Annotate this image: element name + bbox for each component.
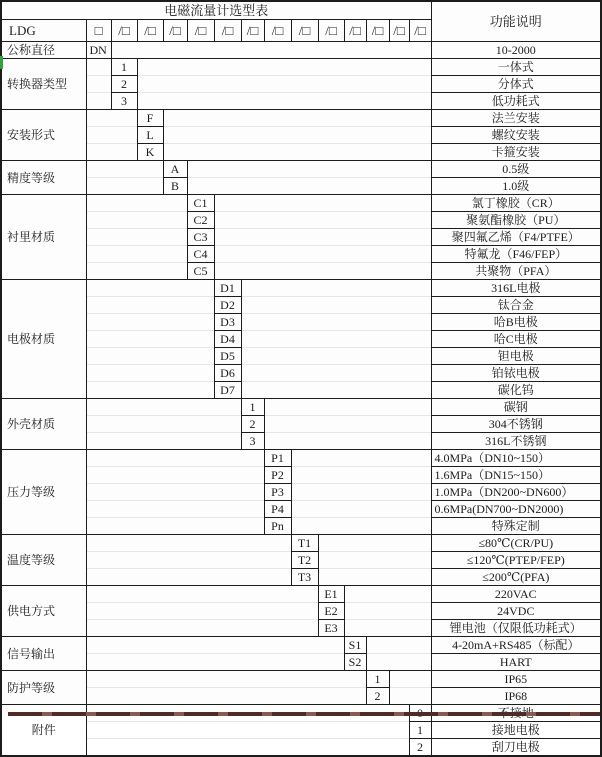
spacer-cell [163, 127, 431, 144]
desc-cell: HART [431, 654, 601, 671]
code-cell: C1 [187, 195, 214, 212]
spacer-cell [241, 348, 431, 365]
spacer-cell [86, 603, 318, 620]
code-cell: 2 [366, 688, 389, 705]
code-cell: 1 [366, 671, 389, 688]
table-title: 电磁流量计选型表 [1, 1, 431, 20]
spacer-cell [86, 399, 241, 416]
spacer-cell [389, 688, 431, 705]
code-cell: D5 [214, 348, 241, 365]
desc-cell: IP65 [431, 671, 601, 688]
spacer-cell [291, 501, 431, 518]
spacer-cell [86, 314, 214, 331]
code-cell: T3 [291, 569, 318, 586]
spacer-cell [214, 246, 431, 263]
spacer-cell [86, 178, 163, 195]
desc-cell: 碳化钨 [431, 382, 601, 399]
desc-cell: 钽电极 [431, 348, 601, 365]
code-cell: 1 [241, 399, 264, 416]
code-cell: T1 [291, 535, 318, 552]
code-cell: F [137, 110, 163, 127]
desc-cell: ≤80℃(CR/PU) [431, 535, 601, 552]
desc-cell: 聚氨酯橡胶（PU） [431, 212, 601, 229]
desc-cell: 1.6MPa（DN15~150） [431, 467, 601, 484]
spacer-cell [86, 59, 111, 76]
code-cell: S1 [344, 637, 366, 654]
model-slot-cell: /□ [187, 20, 214, 42]
spacer-cell [86, 569, 291, 586]
spacer-cell [86, 552, 291, 569]
desc-cell: 锂电池（仅限低功耗式） [431, 620, 601, 637]
spacer-cell [86, 297, 214, 314]
desc-cell: 刮刀电极 [431, 739, 601, 757]
code-cell: A [163, 161, 187, 178]
model-prefix-cell: LDG [1, 20, 86, 42]
category-label: 公称直径 [1, 42, 86, 59]
code-cell: 1 [409, 722, 431, 739]
spacer-cell [241, 280, 431, 297]
spacer-cell [241, 331, 431, 348]
spacer-cell [86, 365, 214, 382]
desc-cell: 法兰安装 [431, 110, 601, 127]
spacer-cell [111, 42, 431, 59]
spacer-cell [86, 586, 318, 603]
desc-cell: 铂铱电极 [431, 365, 601, 382]
spacer-cell [163, 110, 431, 127]
desc-cell: 24VDC [431, 603, 601, 620]
code-cell: E3 [318, 620, 344, 637]
spacer-cell [137, 93, 431, 110]
spacer-cell [86, 76, 111, 93]
spacer-cell [86, 212, 187, 229]
code-cell: C4 [187, 246, 214, 263]
model-slot-cell: /□ [291, 20, 318, 42]
spacer-cell [86, 195, 187, 212]
desc-cell: 哈C电极 [431, 331, 601, 348]
function-column-header: 功能说明 [431, 1, 601, 42]
code-cell: 3 [111, 93, 137, 110]
spacer-cell [264, 433, 431, 450]
spacer-cell [86, 127, 137, 144]
spacer-cell [86, 110, 137, 127]
category-label: 精度等级 [1, 161, 86, 195]
spacer-cell [137, 76, 431, 93]
spacer-cell [86, 433, 241, 450]
desc-cell: 0.5级 [431, 161, 601, 178]
code-cell: 3 [241, 433, 264, 450]
spacer-cell [86, 144, 137, 161]
category-label: 防护等级 [1, 671, 86, 705]
category-label: 附件 [1, 705, 86, 757]
spacer-cell [163, 144, 431, 161]
model-slot-cell: /□ [318, 20, 344, 42]
spacer-cell [86, 280, 214, 297]
spacer-cell [264, 416, 431, 433]
code-cell: 2 [409, 739, 431, 757]
model-slot-cell: /□ [409, 20, 431, 42]
desc-cell: 哈B电极 [431, 314, 601, 331]
category-label: 衬里材质 [1, 195, 86, 280]
desc-cell: 接地电极 [431, 722, 601, 739]
spacer-cell [187, 161, 431, 178]
code-cell: C2 [187, 212, 214, 229]
spacer-cell [344, 586, 431, 603]
spacer-cell [389, 671, 431, 688]
model-slot-cell: /□ [264, 20, 291, 42]
spacer-cell [86, 654, 344, 671]
desc-cell: 特殊定制 [431, 518, 601, 535]
spacer-cell [86, 416, 241, 433]
model-slot-cell: /□ [163, 20, 187, 42]
desc-cell: 聚四氟乙烯（F4/PTFE） [431, 229, 601, 246]
desc-cell: 316L电极 [431, 280, 601, 297]
spacer-cell [86, 229, 187, 246]
desc-cell: 304不锈钢 [431, 416, 601, 433]
spacer-cell [86, 382, 214, 399]
spacer-cell [366, 654, 431, 671]
spacer-cell [291, 484, 431, 501]
code-cell: D2 [214, 297, 241, 314]
desc-cell: ≤120℃(PTEP/FEP) [431, 552, 601, 569]
desc-cell: 1.0MPa（DN200~DN600） [431, 484, 601, 501]
spacer-cell [86, 331, 214, 348]
code-cell: C5 [187, 263, 214, 280]
bottom-scan-artifact [8, 712, 600, 716]
code-cell: E1 [318, 586, 344, 603]
desc-cell: 氯丁橡胶（CR） [431, 195, 601, 212]
code-cell: L [137, 127, 163, 144]
spacer-cell [86, 688, 366, 705]
code-cell: T2 [291, 552, 318, 569]
spacer-cell [264, 399, 431, 416]
spacer-cell [187, 178, 431, 195]
spacer-cell [291, 518, 431, 535]
spacer-cell [366, 637, 431, 654]
spacer-cell [86, 518, 264, 535]
code-cell: Pn [264, 518, 291, 535]
code-cell: K [137, 144, 163, 161]
spacer-cell [241, 314, 431, 331]
desc-cell: 一体式 [431, 59, 601, 76]
model-slot-cell: /□ [344, 20, 366, 42]
spacer-cell [86, 620, 318, 637]
spacer-cell [318, 535, 431, 552]
spacer-cell [86, 637, 344, 654]
spacer-cell [86, 484, 264, 501]
desc-cell: 分体式 [431, 76, 601, 93]
code-cell: P3 [264, 484, 291, 501]
desc-cell: 1.0级 [431, 178, 601, 195]
category-label: 供电方式 [1, 586, 86, 637]
code-cell: P1 [264, 450, 291, 467]
model-slot-cell: /□ [111, 20, 137, 42]
code-cell: B [163, 178, 187, 195]
desc-cell: IP68 [431, 688, 601, 705]
code-cell: 2 [111, 76, 137, 93]
spacer-cell [214, 229, 431, 246]
spacer-cell [86, 535, 291, 552]
category-label: 信号输出 [1, 637, 86, 671]
spacer-cell [344, 620, 431, 637]
desc-cell: 共聚物（PFA） [431, 263, 601, 280]
code-cell: 2 [241, 416, 264, 433]
model-box-cell: □ [86, 20, 111, 42]
spacer-cell [86, 450, 264, 467]
code-cell: P4 [264, 501, 291, 518]
desc-cell: 10-2000 [431, 42, 601, 59]
spacer-cell [344, 603, 431, 620]
spacer-cell [86, 93, 111, 110]
code-cell: P2 [264, 467, 291, 484]
green-scan-artifact [0, 56, 3, 69]
category-label: 转换器类型 [1, 59, 86, 110]
category-label: 电极材质 [1, 280, 86, 399]
spacer-cell [86, 739, 409, 757]
model-slot-cell: /□ [366, 20, 389, 42]
desc-cell: 4-20mA+RS485（标配） [431, 637, 601, 654]
desc-cell: 卡箍安装 [431, 144, 601, 161]
category-label: 温度等级 [1, 535, 86, 586]
code-cell: 1 [111, 59, 137, 76]
spacer-cell [214, 212, 431, 229]
code-cell: D1 [214, 280, 241, 297]
category-label: 压力等级 [1, 450, 86, 535]
desc-cell: 220VAC [431, 586, 601, 603]
code-cell: D7 [214, 382, 241, 399]
code-cell: D4 [214, 331, 241, 348]
code-cell: E2 [318, 603, 344, 620]
desc-cell: ≤200℃(PFA) [431, 569, 601, 586]
model-slot-cell: /□ [137, 20, 163, 42]
spacer-cell [86, 722, 409, 739]
spacer-cell [241, 297, 431, 314]
code-cell: D3 [214, 314, 241, 331]
spacer-cell [214, 263, 431, 280]
spacer-cell [86, 467, 264, 484]
desc-cell: 316L不锈钢 [431, 433, 601, 450]
code-cell: C3 [187, 229, 214, 246]
spacer-cell [291, 450, 431, 467]
code-cell: S2 [344, 654, 366, 671]
spacer-cell [86, 161, 163, 178]
spacer-cell [241, 382, 431, 399]
desc-cell: 钛合金 [431, 297, 601, 314]
model-slot-cell: /□ [389, 20, 409, 42]
desc-cell: 碳钢 [431, 399, 601, 416]
spacer-cell [86, 348, 214, 365]
spacer-cell [86, 246, 187, 263]
model-slot-cell: /□ [241, 20, 264, 42]
category-label: 外壳材质 [1, 399, 86, 450]
model-slot-cell: /□ [214, 20, 241, 42]
spacer-cell [86, 263, 187, 280]
spacer-cell [86, 501, 264, 518]
desc-cell: 低功耗式 [431, 93, 601, 110]
desc-cell: 螺纹安装 [431, 127, 601, 144]
desc-cell: 0.6MPa(DN700~DN2000) [431, 501, 601, 518]
spacer-cell [241, 365, 431, 382]
category-label: 安装形式 [1, 110, 86, 161]
spacer-cell [86, 671, 366, 688]
spacer-cell [318, 552, 431, 569]
spacer-cell [214, 195, 431, 212]
desc-cell: 4.0MPa（DN10~150） [431, 450, 601, 467]
code-cell: DN [86, 42, 111, 59]
code-cell: D6 [214, 365, 241, 382]
spacer-cell [318, 569, 431, 586]
desc-cell: 特氟龙（F46/FEP） [431, 246, 601, 263]
spacer-cell [137, 59, 431, 76]
spacer-cell [291, 467, 431, 484]
